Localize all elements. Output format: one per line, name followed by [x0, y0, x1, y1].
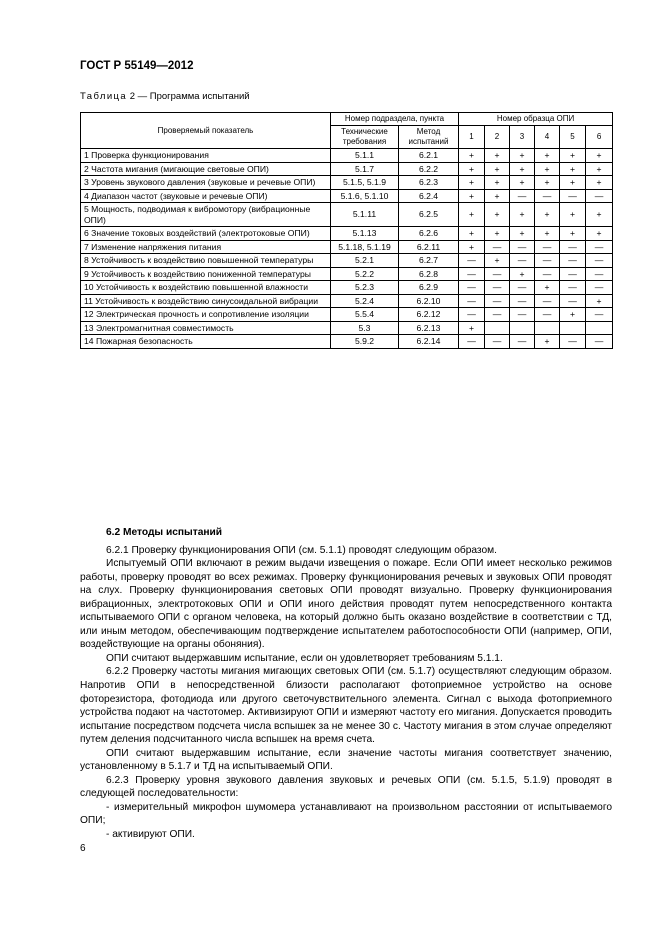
sample-mark-cell: +	[459, 176, 485, 190]
section-text	[80, 526, 612, 842]
indicator-cell: 9 Устойчивость к воздействию пониженной температуры	[81, 267, 331, 281]
sample-mark-cell: +	[485, 149, 510, 163]
sample-mark-cell: —	[459, 308, 485, 322]
sample-mark-cell: +	[459, 203, 485, 227]
indicator-cell: 4 Диапазон частот (звуковые и речевые ОПИ)	[81, 189, 331, 203]
sample-mark-cell: —	[586, 267, 613, 281]
sample-mark-cell	[510, 321, 535, 335]
sample-mark-cell: +	[459, 162, 485, 176]
header-method: Метод испытаний	[399, 126, 459, 149]
sample-mark-cell	[586, 321, 613, 335]
table-row	[81, 162, 613, 176]
sample-mark-cell: —	[560, 189, 586, 203]
table-row	[81, 149, 613, 163]
sample-mark-cell: —	[510, 189, 535, 203]
test-method-cell: 6.2.1	[399, 149, 459, 163]
test-program-table	[80, 112, 613, 349]
paragraph: 6.2.2 Проверку частоты мигания мигающих световых ОПИ (см. 5.1.7) осуществляют следующим образом. Напротив ОПИ в непосредственной близости располагают фотоприемное устройство на основе фоторезистора, фотодиода или другого светочувствительного элемента. Сигнал с выхода фотоприемного устройства подают на частотомер. Активизируют ОПИ и измеряют частоту его мигания. Допускается проводить испытание посредством подсчета числа вспышек за не менее 30 с. Частоту мигания в этом случае определяют путем деления подсчитанного числа вспышек на время счета.	[80, 666, 612, 746]
sample-mark-cell: —	[535, 267, 560, 281]
test-method-cell: 6.2.13	[399, 321, 459, 335]
sample-mark-cell: +	[459, 321, 485, 335]
sample-mark-cell: —	[485, 294, 510, 308]
sample-mark-cell: —	[535, 254, 560, 268]
tech-requirement-cell: 5.1.1	[331, 149, 399, 163]
tech-requirement-cell: 5.9.2	[331, 335, 399, 349]
sample-mark-cell: +	[510, 203, 535, 227]
paragraph: ОПИ считают выдержавшим испытание, если значение частоты мигания соответствует значению, установленному в 5.1.7 и ТД на испытываемый ОПИ.	[80, 747, 612, 773]
sample-mark-cell: —	[586, 240, 613, 254]
test-method-cell: 6.2.8	[399, 267, 459, 281]
table-row	[81, 281, 613, 295]
sample-mark-cell: —	[459, 294, 485, 308]
tech-requirement-cell: 5.1.7	[331, 162, 399, 176]
sample-mark-cell: —	[510, 308, 535, 322]
test-method-cell: 6.2.11	[399, 240, 459, 254]
sample-mark-cell	[535, 321, 560, 335]
paragraph: 6.2.3 Проверку уровня звукового давления звуковых и речевых ОПИ (см. 5.1.5, 5.1.9) проводят в следующей последовательности:	[80, 774, 612, 800]
sample-mark-cell: +	[560, 162, 586, 176]
sample-mark-cell: —	[560, 281, 586, 295]
sample-mark-cell: +	[485, 189, 510, 203]
sample-mark-cell: —	[459, 267, 485, 281]
sample-mark-cell: +	[485, 227, 510, 241]
document-header: ГОСТ Р 55149—2012	[80, 60, 194, 72]
sample-mark-cell: —	[560, 254, 586, 268]
sample-mark-cell: +	[535, 281, 560, 295]
table-row	[81, 240, 613, 254]
sample-mark-cell: +	[510, 162, 535, 176]
sample-mark-cell: —	[560, 294, 586, 308]
indicator-cell: 7 Изменение напряжения питания	[81, 240, 331, 254]
test-method-cell: 6.2.12	[399, 308, 459, 322]
paragraph: Испытуемый ОПИ включают в режим выдачи извещения о пожаре. Если ОПИ имеет несколько режимов работы, проверку проводят во всех режимах. Проверку функционирования речевых и звуковых ОПИ проводят на слух. Проверку функционирования световых ОПИ проводят визуально. Проверку функционирования вибрационных, электротоковых ОПИ и ОПИ иного действия проводят путем непосредственного контакта испытываемого ОПИ с органом человека, на который должно быть оказано воздействие в соответствии с ТД, или иным методом, обеспечивающим подтверждение испытателем работоспособности ОПИ (например, ОПИ, воздействующие на органы обоняния).	[80, 558, 612, 651]
sample-mark-cell: +	[560, 227, 586, 241]
test-method-cell: 6.2.14	[399, 335, 459, 349]
sample-mark-cell: —	[459, 254, 485, 268]
header-tech: Технические требования	[331, 126, 399, 149]
table-row	[81, 203, 613, 227]
tech-requirement-cell: 5.1.5, 5.1.9	[331, 176, 399, 190]
table-row	[81, 267, 613, 281]
sample-mark-cell: +	[535, 162, 560, 176]
header-sample-number: 5	[560, 126, 586, 149]
indicator-cell: 5 Мощность, подводимая к вибромотору (вибрационные ОПИ)	[81, 203, 331, 227]
indicator-cell: 2 Частота мигания (мигающие световые ОПИ)	[81, 162, 331, 176]
sample-mark-cell: —	[510, 335, 535, 349]
sample-mark-cell: +	[560, 176, 586, 190]
sample-mark-cell: —	[586, 254, 613, 268]
test-method-cell: 6.2.10	[399, 294, 459, 308]
indicator-cell: 11 Устойчивость к воздействию синусоидальной вибрации	[81, 294, 331, 308]
sample-mark-cell: —	[510, 240, 535, 254]
sample-mark-cell: —	[586, 335, 613, 349]
tech-requirement-cell: 5.1.11	[331, 203, 399, 227]
sample-mark-cell: —	[535, 189, 560, 203]
paragraph: ОПИ считают выдержавшим испытание, если он удовлетворяет требованиям 5.1.1.	[106, 652, 503, 664]
sample-mark-cell: +	[510, 267, 535, 281]
sample-mark-cell: +	[485, 203, 510, 227]
test-method-cell: 6.2.5	[399, 203, 459, 227]
indicator-cell: 1 Проверка функционирования	[81, 149, 331, 163]
indicator-cell: 10 Устойчивость к воздействию повышенной влажности	[81, 281, 331, 295]
table-row	[81, 294, 613, 308]
list-item: - измерительный микрофон шумомера устанавливают на произвольном расстоянии от испытываемого ОПИ;	[80, 801, 612, 827]
sample-mark-cell: —	[586, 281, 613, 295]
caption-number: 2	[129, 91, 135, 102]
table-row	[81, 227, 613, 241]
header-sample-number: 4	[535, 126, 560, 149]
test-method-cell: 6.2.2	[399, 162, 459, 176]
header-indicator: Проверяемый показатель	[81, 113, 331, 149]
sample-mark-cell: —	[535, 308, 560, 322]
sample-mark-cell: +	[510, 227, 535, 241]
tech-requirement-cell: 5.2.4	[331, 294, 399, 308]
sample-mark-cell: —	[560, 240, 586, 254]
sample-mark-cell: +	[535, 176, 560, 190]
sample-mark-cell: +	[586, 294, 613, 308]
sample-mark-cell: +	[586, 227, 613, 241]
sample-mark-cell: —	[459, 281, 485, 295]
sample-mark-cell: +	[459, 240, 485, 254]
sample-mark-cell: +	[535, 149, 560, 163]
tech-requirement-cell: 5.1.6, 5.1.10	[331, 189, 399, 203]
sample-mark-cell: +	[485, 162, 510, 176]
sample-mark-cell: —	[485, 308, 510, 322]
page-number: 6	[80, 843, 86, 854]
tech-requirement-cell: 5.2.1	[331, 254, 399, 268]
sample-mark-cell: +	[510, 176, 535, 190]
sample-mark-cell: —	[535, 294, 560, 308]
indicator-cell: 8 Устойчивость к воздействию повышенной температуры	[81, 254, 331, 268]
sample-mark-cell	[485, 321, 510, 335]
sample-mark-cell: +	[586, 149, 613, 163]
sample-mark-cell: —	[485, 281, 510, 295]
list-item: - активируют ОПИ.	[106, 829, 195, 841]
sample-mark-cell: —	[485, 335, 510, 349]
table-row	[81, 308, 613, 322]
sample-mark-cell: +	[510, 149, 535, 163]
sample-mark-cell: +	[586, 162, 613, 176]
sample-mark-cell: +	[560, 308, 586, 322]
sample-mark-cell: —	[535, 240, 560, 254]
sample-mark-cell	[560, 321, 586, 335]
header-samples: Номер образца ОПИ	[459, 113, 613, 126]
sample-mark-cell: +	[459, 227, 485, 241]
sample-mark-cell: —	[459, 335, 485, 349]
header-sample-number: 2	[485, 126, 510, 149]
sample-mark-cell: —	[510, 294, 535, 308]
sample-mark-cell: +	[485, 176, 510, 190]
table-row	[81, 321, 613, 335]
sample-mark-cell: +	[459, 149, 485, 163]
sample-mark-cell: —	[485, 240, 510, 254]
table-row	[81, 254, 613, 268]
indicator-cell: 13 Электромагнитная совместимость	[81, 321, 331, 335]
sample-mark-cell: —	[485, 267, 510, 281]
sample-mark-cell: —	[586, 308, 613, 322]
header-sample-number: 6	[586, 126, 613, 149]
indicator-cell: 3 Уровень звукового давления (звуковые и речевые ОПИ)	[81, 176, 331, 190]
tech-requirement-cell: 5.3	[331, 321, 399, 335]
table-row	[81, 335, 613, 349]
test-method-cell: 6.2.4	[399, 189, 459, 203]
caption-label: Таблица	[80, 91, 128, 102]
header-sample-number: 1	[459, 126, 485, 149]
sample-mark-cell: +	[459, 189, 485, 203]
test-method-cell: 6.2.3	[399, 176, 459, 190]
table-row	[81, 176, 613, 190]
sample-mark-cell: +	[535, 335, 560, 349]
section-heading: 6.2 Методы испытаний	[106, 527, 223, 538]
sample-mark-cell: —	[586, 189, 613, 203]
table-row	[81, 189, 613, 203]
sample-mark-cell: —	[560, 267, 586, 281]
sample-mark-cell: +	[586, 176, 613, 190]
sample-mark-cell: +	[560, 149, 586, 163]
caption-title: — Программа испытаний	[135, 91, 250, 102]
header-section: Номер подраздела, пункта	[331, 113, 459, 126]
tech-requirement-cell: 5.1.13	[331, 227, 399, 241]
sample-mark-cell: +	[560, 203, 586, 227]
indicator-cell: 12 Электрическая прочность и сопротивление изоляции	[81, 308, 331, 322]
sample-mark-cell: +	[586, 203, 613, 227]
sample-mark-cell: +	[535, 203, 560, 227]
sample-mark-cell: —	[560, 335, 586, 349]
sample-mark-cell: +	[535, 227, 560, 241]
indicator-cell: 14 Пожарная безопасность	[81, 335, 331, 349]
sample-mark-cell: —	[510, 254, 535, 268]
table-caption	[80, 91, 250, 102]
tech-requirement-cell: 5.2.3	[331, 281, 399, 295]
test-method-cell: 6.2.9	[399, 281, 459, 295]
sample-mark-cell: —	[510, 281, 535, 295]
tech-requirement-cell: 5.5.4	[331, 308, 399, 322]
tech-requirement-cell: 5.1.18, 5.1.19	[331, 240, 399, 254]
sample-mark-cell: +	[485, 254, 510, 268]
header-sample-number: 3	[510, 126, 535, 149]
test-method-cell: 6.2.7	[399, 254, 459, 268]
indicator-cell: 6 Значение токовых воздействий (электротоковые ОПИ)	[81, 227, 331, 241]
paragraph: 6.2.1 Проверку функционирования ОПИ (см. 5.1.1) проводят следующим образом.	[106, 544, 497, 556]
tech-requirement-cell: 5.2.2	[331, 267, 399, 281]
test-method-cell: 6.2.6	[399, 227, 459, 241]
